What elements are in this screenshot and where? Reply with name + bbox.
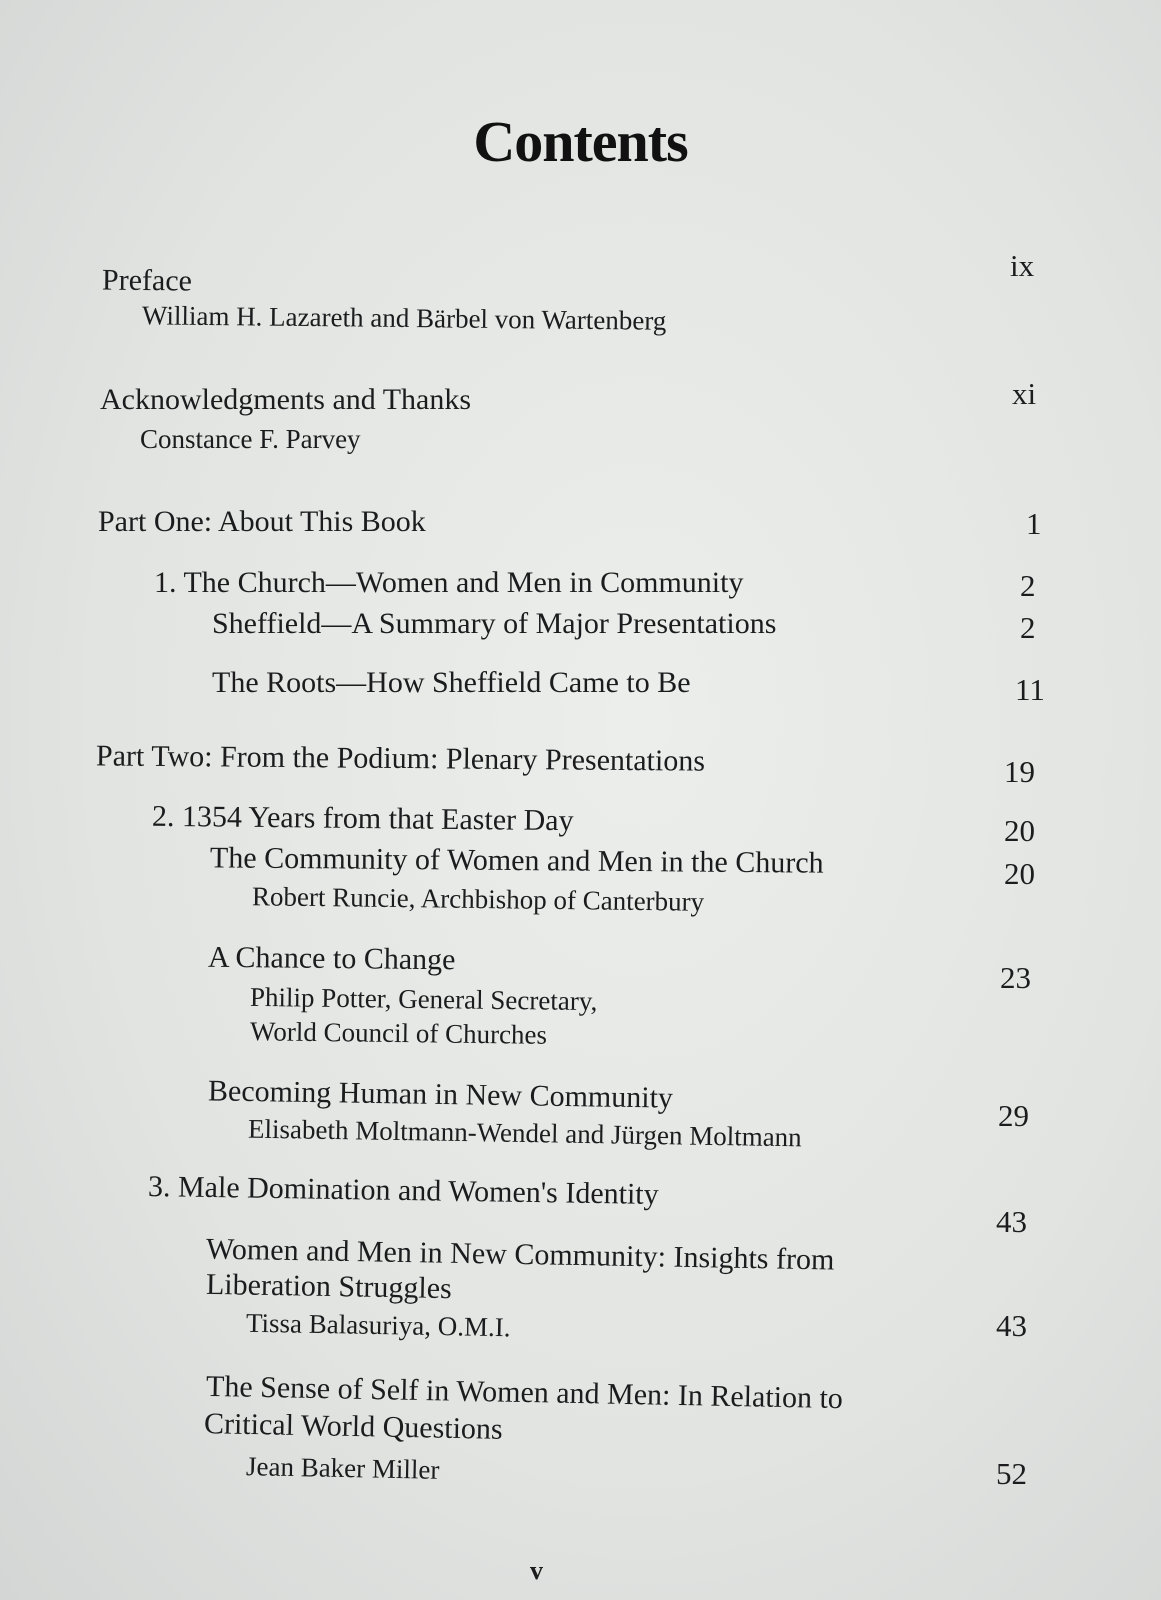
page-number: v xyxy=(530,1556,543,1585)
toc-page-balasuriya: 43 xyxy=(996,1308,1027,1343)
toc-page-chapter-2: 20 xyxy=(1004,813,1035,848)
toc-author-balasuriya: Tissa Balasuriya, O.M.I. xyxy=(245,1307,511,1343)
toc-entry-sense-of-self-2: Critical World Questions xyxy=(203,1407,503,1446)
toc-author-acknowledgments: Constance F. Parvey xyxy=(140,424,361,454)
toc-entry-liberation-2: Liberation Struggles xyxy=(205,1267,453,1306)
toc-author-miller: Jean Baker Miller xyxy=(245,1451,440,1485)
toc-page-part-one: 1 xyxy=(1026,506,1042,541)
toc-page-miller: 52 xyxy=(996,1456,1027,1491)
toc-page-becoming-human: 29 xyxy=(998,1098,1029,1133)
toc-page-preface: ix xyxy=(1010,248,1035,283)
toc-entry-sense-of-self-1: The Sense of Self in Women and Men: In Relation to xyxy=(205,1369,844,1416)
toc-author-runcie: Robert Runcie, Archbishop of Canterbury xyxy=(251,881,705,917)
toc-page-acknowledgments: xi xyxy=(1012,376,1037,411)
toc-part-one: Part One: About This Book xyxy=(98,505,426,538)
toc-entry-sheffield-summary: Sheffield—A Summary of Major Presentations xyxy=(212,607,777,640)
toc-entry-preface: Preface xyxy=(101,263,193,298)
toc-author-preface: William H. Lazareth and Bärbel von Wartenberg xyxy=(141,300,667,336)
toc-entry-acknowledgments: Acknowledgments and Thanks xyxy=(100,383,472,416)
toc-page-community: 20 xyxy=(1004,856,1035,891)
toc-chapter-2: 2. 1354 Years from that Easter Day xyxy=(151,799,574,838)
toc-page-chance-to-change: 23 xyxy=(1000,960,1031,995)
toc-entry-community: The Community of Women and Men in the Church xyxy=(209,841,824,880)
toc-page-chapter-3: 43 xyxy=(996,1204,1027,1239)
toc-author-moltmann: Elisabeth Moltmann-Wendel and Jürgen Moltmann xyxy=(247,1113,802,1153)
toc-chapter-1: 1. The Church—Women and Men in Community xyxy=(154,566,744,599)
toc-part-two: Part Two: From the Podium: Plenary Presentations xyxy=(95,739,706,778)
toc-entry-roots: The Roots—How Sheffield Came to Be xyxy=(212,666,691,699)
toc-entry-chance-to-change: A Chance to Change xyxy=(207,940,456,977)
toc-entry-liberation-1: Women and Men in New Community: Insights from xyxy=(205,1232,835,1277)
toc-page-roots: 11 xyxy=(1015,672,1045,707)
toc-page-chapter-1: 2 xyxy=(1020,568,1036,603)
toc-page-sheffield-summary: 2 xyxy=(1020,610,1036,645)
toc-chapter-3: 3. Male Domination and Women's Identity xyxy=(147,1169,659,1212)
toc-author-potter-2: World Council of Churches xyxy=(249,1016,548,1050)
toc-author-potter-1: Philip Potter, General Secretary, xyxy=(249,981,598,1017)
toc-page-part-two: 19 xyxy=(1004,754,1035,789)
page-title: Contents xyxy=(473,109,688,174)
toc-entry-becoming-human: Becoming Human in New Community xyxy=(207,1074,674,1115)
